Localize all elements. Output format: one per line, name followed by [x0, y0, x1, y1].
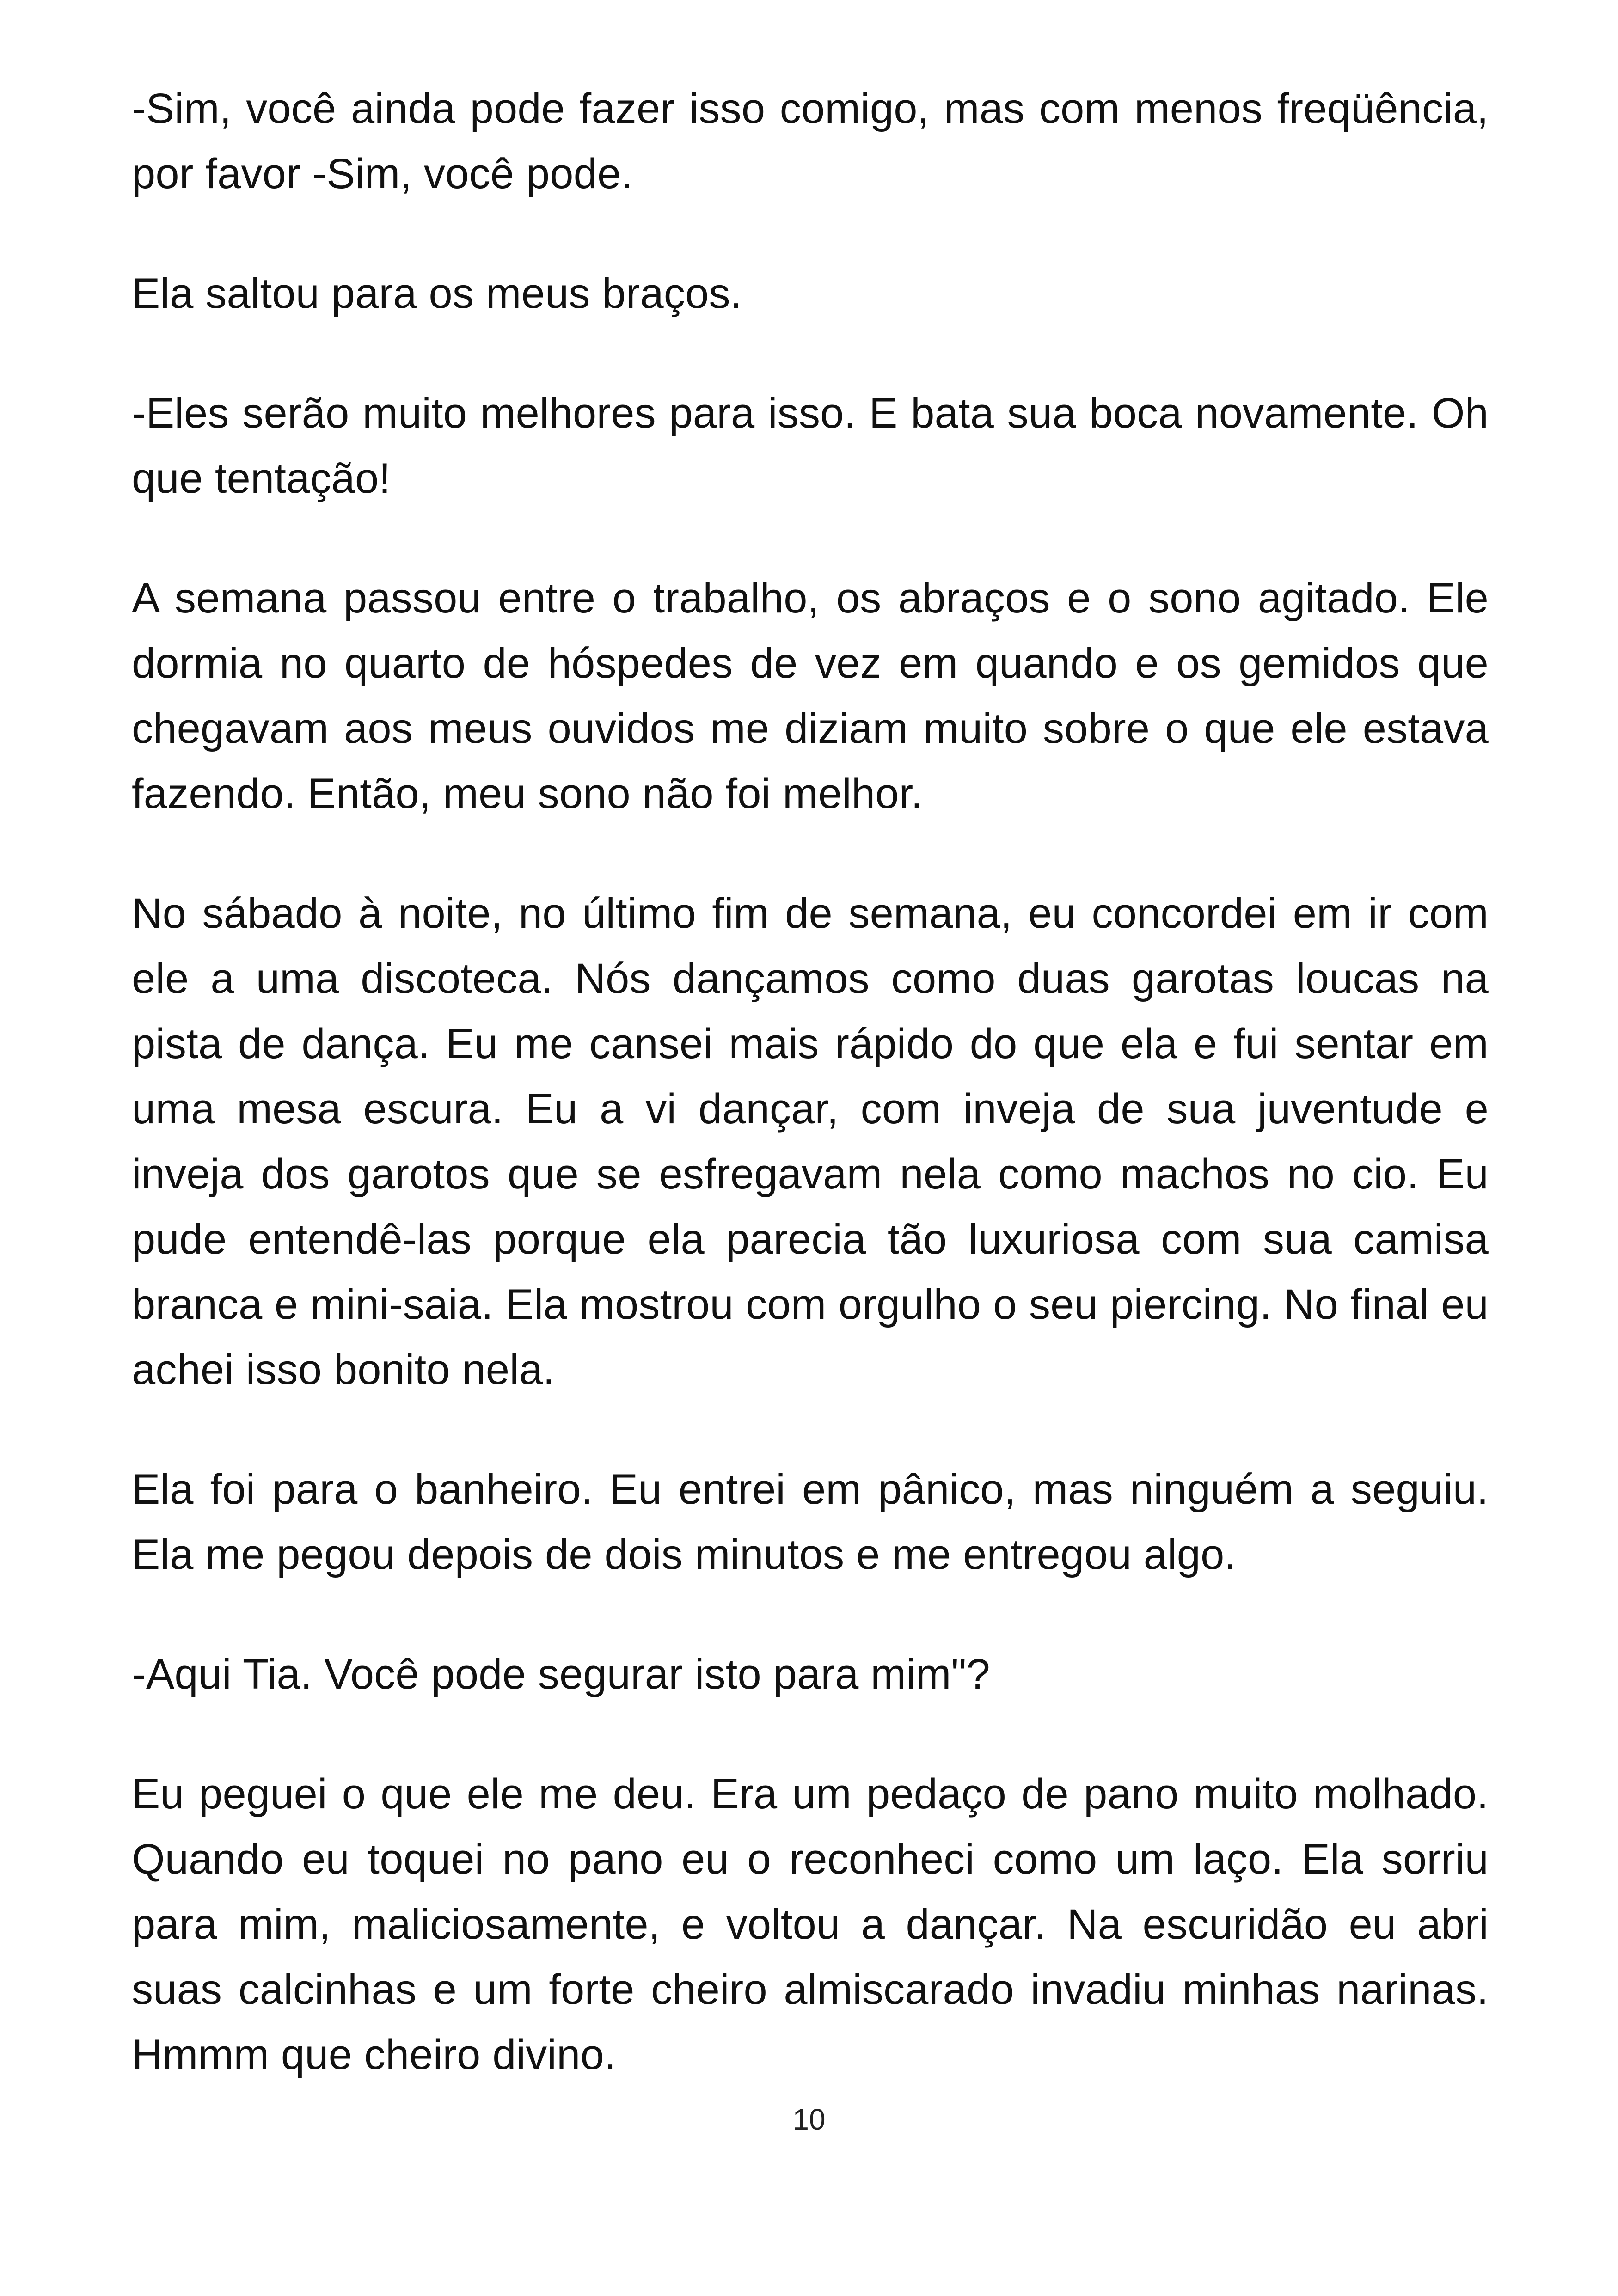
paragraph-8: Eu peguei o que ele me deu. Era um pedaço de pano muito molhado. Quando eu toquei no pano eu o reconheci como um laço. Ela sorriu para mim, maliciosamente, e voltou a dançar. Na escuridão eu abri suas calcinhas e um forte cheiro almiscarado invadiu minhas narinas. Hmmm que cheiro divino. — [132, 1770, 1489, 2078]
page-number: 10 — [792, 2103, 826, 2136]
paragraph-3: -Eles serão muito melhores para isso. E bata sua boca novamente. Oh que tentação! — [132, 390, 1489, 502]
paragraph-4: A semana passou entre o trabalho, os abraços e o sono agitado. Ele dormia no quarto de hóspedes de vez em quando e os gemidos que chegavam aos meus ouvidos me diziam muito sobre o que ele estava fazendo. Então, meu sono não foi melhor. — [132, 575, 1489, 817]
paragraph-5: No sábado à noite, no último fim de semana, eu concordei em ir com ele a uma discoteca. Nós dançamos como duas garotas loucas na pista de dança. Eu me cansei mais rápido do que ela e fui sentar em uma mesa escura. Eu a vi dançar, com inveja de sua juventude e inveja dos garotos que se esfregavam nela como machos no cio. Eu pude entendê-las porque ela parecia tão luxuriosa com sua camisa branca e mini-saia. Ela mostrou com orgulho o seu piercing. No final eu achei isso bonito nela. — [132, 890, 1489, 1393]
document-body — [132, 76, 1489, 2142]
paragraph-7: -Aqui Tia. Você pode segurar isto para mim"? — [132, 1651, 990, 1698]
paragraph-2: Ela saltou para os meus braços. — [132, 270, 742, 317]
paragraph-6: Ela foi para o banheiro. Eu entrei em pânico, mas ninguém a seguiu. Ela me pegou depois de dois minutos e me entregou algo. — [132, 1466, 1489, 1578]
paragraph-1: -Sim, você ainda pode fazer isso comigo, mas com menos freqüência, por favor -Sim, você pode. — [132, 85, 1489, 197]
